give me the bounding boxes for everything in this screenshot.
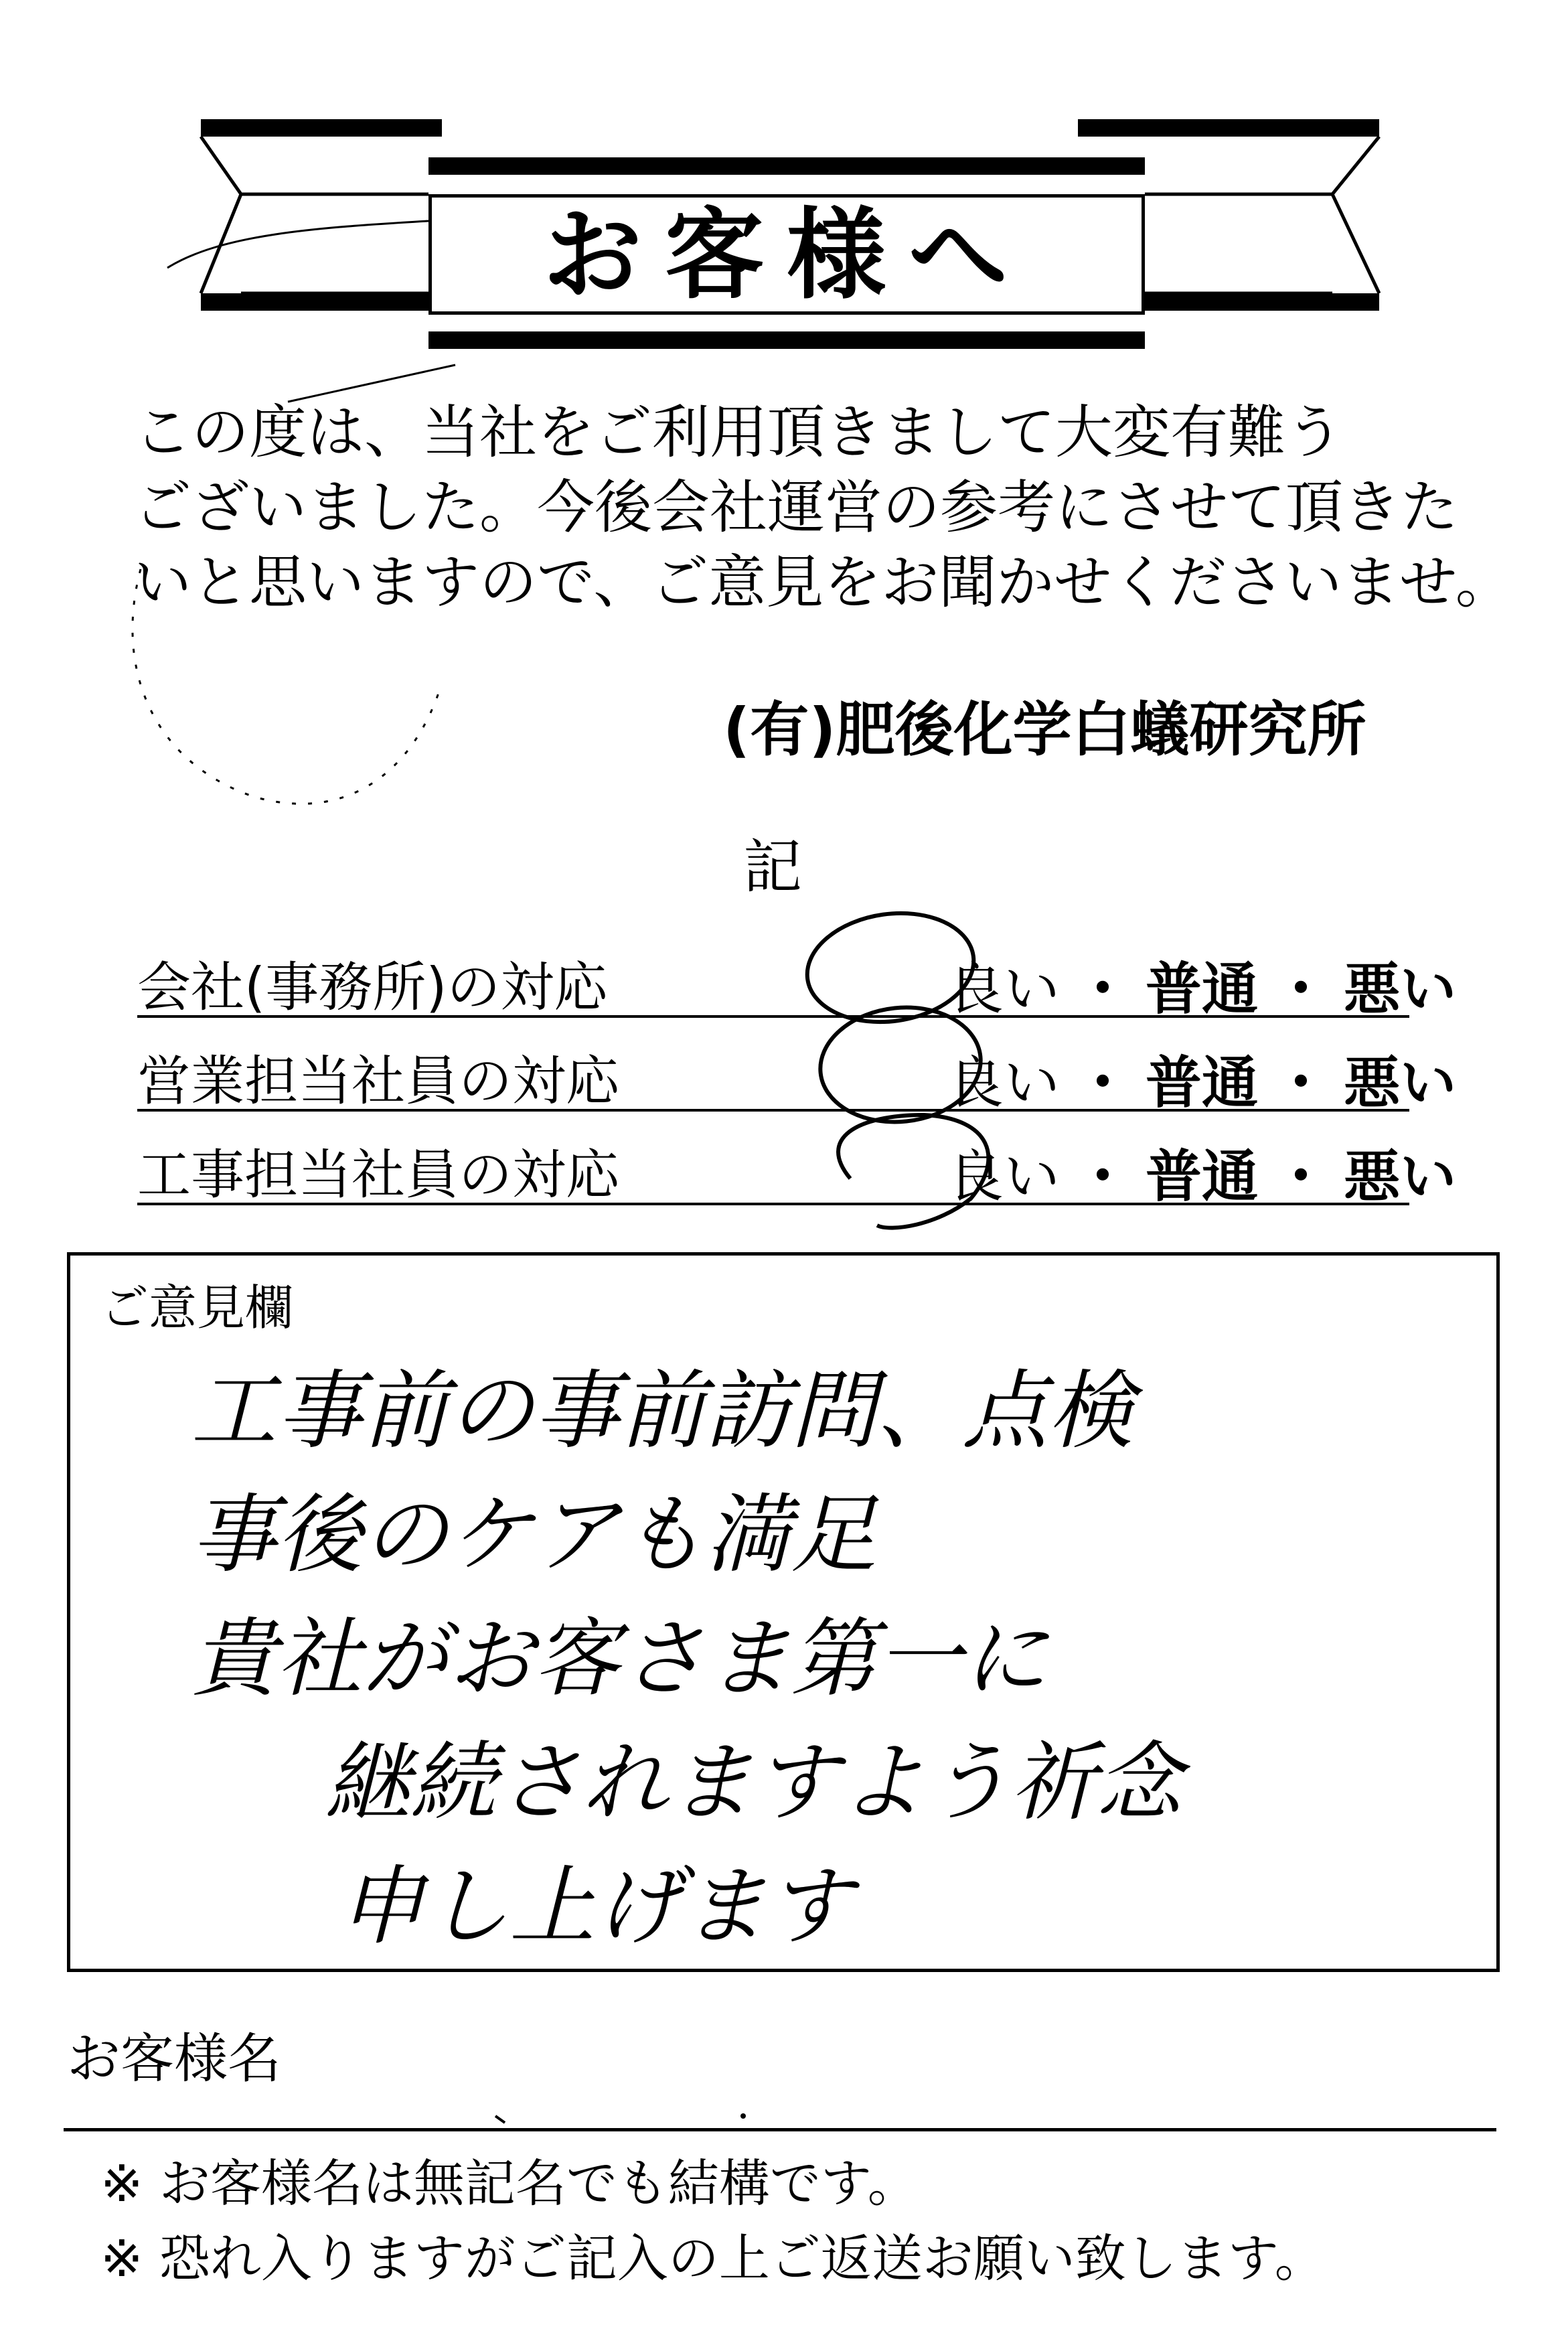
stray-pen-stroke bbox=[167, 221, 428, 268]
option-separator: ・ bbox=[1273, 956, 1330, 1022]
stray-pen-stroke bbox=[288, 365, 455, 402]
option-good[interactable]: 良い bbox=[947, 1050, 1061, 1116]
banner-left-notch bbox=[201, 137, 241, 293]
faint-stamp-mark bbox=[133, 569, 442, 804]
option-separator: ・ bbox=[1075, 1143, 1131, 1209]
intro-line: この度は、当社をご利用頂きまして大変有難う bbox=[134, 399, 1343, 466]
option-separator: ・ bbox=[1273, 1049, 1330, 1116]
selection-circle bbox=[800, 903, 981, 1032]
option-good[interactable]: 良い bbox=[947, 1144, 1061, 1209]
opinion-label: ご意見欄 bbox=[100, 1280, 294, 1336]
option-separator: ・ bbox=[1075, 956, 1131, 1022]
option-bad[interactable]: 悪い bbox=[1344, 1143, 1457, 1209]
company-name: (有)肥後化学白蟻研究所 bbox=[723, 695, 1366, 764]
ki-heading: 記 bbox=[743, 832, 803, 901]
evaluation-label: 会社(事務所)の対応 bbox=[137, 956, 608, 1018]
option-bad[interactable]: 悪い bbox=[1344, 1049, 1457, 1116]
handwritten-line: 貴社がお客さま第一に bbox=[191, 1609, 1048, 1709]
note-line: ※ 恐れ入りますがご記入の上ご返送お願い致します。 bbox=[100, 2229, 1326, 2288]
banner-right-notch bbox=[1332, 137, 1379, 293]
option-normal[interactable]: 普通 bbox=[1146, 1143, 1259, 1209]
customer-name-label: お客様名 bbox=[67, 2028, 281, 2090]
option-separator: ・ bbox=[1273, 1143, 1330, 1209]
intro-line: いと思いますので、ご意見をお聞かせくださいませ。 bbox=[134, 549, 1513, 616]
option-separator: ・ bbox=[1075, 1049, 1131, 1116]
intro-line: ございました。今後会社運営の参考にさせて頂きた bbox=[134, 474, 1458, 541]
handwritten-line: 事後のケアも満足 bbox=[191, 1485, 877, 1585]
evaluation-label: 工事担当社員の対応 bbox=[137, 1144, 619, 1206]
note-line: ※ お客様名は無記名でも結構です。 bbox=[100, 2154, 919, 2213]
page-title: お客様へ bbox=[543, 196, 1030, 313]
pen-dot bbox=[495, 2116, 505, 2123]
selection-circle bbox=[838, 1115, 988, 1228]
option-normal[interactable]: 普通 bbox=[1146, 1049, 1259, 1116]
option-good[interactable]: 良い bbox=[947, 956, 1061, 1022]
handwritten-line: 申し上げます bbox=[338, 1857, 853, 1957]
evaluation-label: 営業担当社員の対応 bbox=[137, 1050, 619, 1112]
handwritten-line: 継続されますよう祈念 bbox=[325, 1733, 1182, 1833]
pen-dot bbox=[740, 2113, 746, 2119]
option-bad[interactable]: 悪い bbox=[1344, 956, 1457, 1022]
handwritten-line: 工事前の事前訪問、点検 bbox=[191, 1361, 1134, 1461]
option-normal[interactable]: 普通 bbox=[1146, 956, 1259, 1022]
